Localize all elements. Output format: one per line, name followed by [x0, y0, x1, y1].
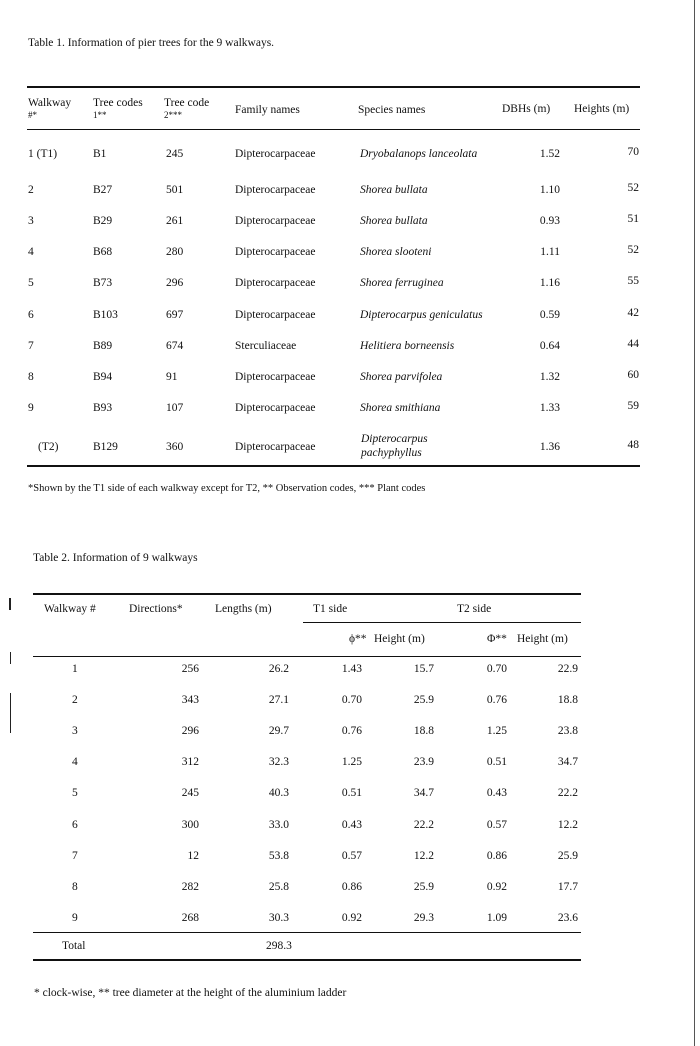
cell-species: Shorea parvifolea: [360, 371, 443, 383]
cell-phi-t1: 0.76: [341, 725, 362, 737]
cell-height: 52: [627, 244, 639, 256]
total-value: 298.3: [266, 940, 292, 952]
cell-length: 53.8: [268, 850, 289, 862]
header-tree-codes-sub: 1**: [93, 110, 107, 120]
cell-tree-code-2: 91: [166, 371, 178, 383]
cell-height-t2: 34.7: [557, 756, 578, 768]
cell-dbh: 0.59: [539, 309, 560, 321]
cell-tree-code-1: B68: [93, 246, 113, 258]
cell-length: 29.7: [268, 725, 289, 737]
cell-height-t2: 18.8: [557, 694, 578, 706]
cell-family: Dipterocarpaceae: [235, 371, 316, 383]
cell-height-t1: 25.9: [413, 694, 434, 706]
cell-dbh: 1.32: [539, 371, 560, 383]
table1-header-rule: [27, 129, 640, 130]
cell-phi-t2: 0.51: [486, 756, 507, 768]
cell-height-t1: 29.3: [413, 912, 434, 924]
margin-mark: [9, 598, 11, 610]
cell-phi-t2: 1.25: [486, 725, 507, 737]
table1-bottom-rule: [27, 465, 640, 467]
header-directions: Directions*: [129, 603, 183, 615]
cell-phi-t1: 0.57: [341, 850, 362, 862]
header-tree-code: Tree code: [164, 97, 210, 109]
cell-walkway: 7: [28, 340, 34, 352]
cell-height-t2: 22.9: [557, 663, 578, 675]
header-phi-t1: ϕ**: [349, 633, 367, 645]
header-t2-side: T2 side: [457, 603, 492, 615]
header-walkway: Walkway #: [44, 603, 96, 615]
header-tree-codes: Tree codes: [93, 97, 143, 109]
total-label: Total: [62, 940, 86, 952]
cell-direction: 296: [181, 725, 199, 737]
cell-family: Dipterocarpaceae: [235, 309, 316, 321]
table2-group-rule: [303, 622, 581, 623]
cell-tree-code-1: B93: [93, 402, 113, 414]
header-family: Family names: [235, 104, 300, 116]
cell-phi-t1: 0.92: [341, 912, 362, 924]
cell-tree-code-2: 360: [166, 441, 184, 453]
cell-tree-code-1: B29: [93, 215, 113, 227]
cell-walkway: 7: [72, 850, 78, 862]
cell-height: 51: [627, 213, 639, 225]
cell-family: Dipterocarpaceae: [235, 441, 316, 453]
cell-family: Dipterocarpaceae: [235, 148, 316, 160]
cell-phi-t1: 0.86: [341, 881, 362, 893]
cell-species: Dryobalanops lanceolata: [360, 148, 478, 160]
cell-walkway: 1 (T1): [28, 148, 58, 160]
cell-tree-code-2: 501: [166, 184, 184, 196]
cell-walkway: 5: [28, 277, 34, 289]
cell-height: 48: [627, 439, 639, 451]
header-walkway: Walkway: [28, 97, 72, 109]
cell-phi-t2: 0.76: [486, 694, 507, 706]
cell-phi-t1: 0.51: [341, 787, 362, 799]
cell-height: 60: [627, 369, 639, 381]
cell-species: Shorea bullata: [360, 215, 428, 227]
cell-phi-t1: 0.43: [341, 819, 362, 831]
cell-family: Dipterocarpaceae: [235, 246, 316, 258]
cell-walkway: 6: [28, 309, 34, 321]
cell-dbh: 0.93: [539, 215, 560, 227]
cell-walkway: 8: [28, 371, 34, 383]
cell-phi-t2: 1.09: [486, 912, 507, 924]
header-lengths: Lengths (m): [215, 603, 272, 615]
cell-tree-code-1: B103: [93, 309, 118, 321]
cell-height-t1: 12.2: [413, 850, 434, 862]
cell-dbh: 1.36: [539, 441, 560, 453]
table2-bottom-rule: [33, 959, 581, 961]
cell-tree-code-2: 280: [166, 246, 184, 258]
cell-height-t1: 18.8: [413, 725, 434, 737]
cell-tree-code-2: 674: [166, 340, 184, 352]
page-edge-line: [694, 0, 695, 1046]
cell-species: Dipterocarpus geniculatus: [360, 309, 483, 321]
table2-footnote: * clock-wise, ** tree diameter at the height of the aluminium ladder: [34, 987, 347, 999]
cell-dbh: 1.16: [539, 277, 560, 289]
cell-walkway: 3: [72, 725, 78, 737]
header-phi-t2: Φ**: [487, 633, 507, 645]
cell-height: 52: [627, 182, 639, 194]
cell-family: Dipterocarpaceae: [235, 277, 316, 289]
cell-phi-t1: 1.43: [341, 663, 362, 675]
cell-direction: 300: [181, 819, 199, 831]
cell-tree-code-2: 296: [166, 277, 184, 289]
cell-phi-t1: 1.25: [341, 756, 362, 768]
cell-walkway: 5: [72, 787, 78, 799]
cell-tree-code-2: 245: [166, 148, 184, 160]
cell-height-t1: 34.7: [413, 787, 434, 799]
table2-top-rule: [33, 593, 581, 595]
cell-height-t2: 25.9: [557, 850, 578, 862]
cell-direction: 12: [187, 850, 199, 862]
header-species: Species names: [358, 104, 426, 116]
cell-tree-code-1: B27: [93, 184, 113, 196]
cell-direction: 282: [181, 881, 199, 893]
cell-tree-code-1: B129: [93, 441, 118, 453]
cell-walkway: 1: [72, 663, 78, 675]
cell-dbh: 1.33: [539, 402, 560, 414]
margin-mark: [10, 652, 11, 664]
cell-walkway: (T2): [38, 441, 59, 453]
header-tree-code-sub: 2***: [164, 110, 182, 120]
table1-top-rule: [27, 86, 640, 88]
cell-length: 32.3: [268, 756, 289, 768]
cell-walkway: 4: [28, 246, 34, 258]
cell-tree-code-1: B73: [93, 277, 113, 289]
cell-height-t1: 25.9: [413, 881, 434, 893]
table2-total-rule: [33, 932, 581, 933]
cell-species: Shorea smithiana: [360, 402, 441, 414]
cell-direction: 256: [181, 663, 199, 675]
cell-height: 42: [627, 307, 639, 319]
cell-species: Shorea ferruginea: [360, 277, 444, 289]
header-dbh: DBHs (m): [502, 103, 551, 115]
cell-length: 30.3: [268, 912, 289, 924]
cell-direction: 312: [181, 756, 199, 768]
cell-tree-code-2: 697: [166, 309, 184, 321]
cell-length: 26.2: [268, 663, 289, 675]
cell-walkway: 4: [72, 756, 78, 768]
cell-tree-code-1: B94: [93, 371, 113, 383]
header-walkway-sub: #*: [28, 110, 37, 120]
cell-walkway: 9: [28, 402, 34, 414]
cell-dbh: 1.11: [540, 246, 560, 258]
header-height: Heights (m): [574, 103, 630, 115]
cell-family: Sterculiaceae: [235, 340, 297, 352]
cell-species: Helitiera borneensis: [360, 340, 455, 352]
cell-phi-t2: 0.92: [486, 881, 507, 893]
header-t1-side: T1 side: [313, 603, 348, 615]
cell-height-t1: 23.9: [413, 756, 434, 768]
cell-phi-t2: 0.57: [486, 819, 507, 831]
cell-dbh: 1.52: [539, 148, 560, 160]
cell-height: 59: [627, 400, 639, 412]
cell-family: Dipterocarpaceae: [235, 215, 316, 227]
cell-walkway: 2: [72, 694, 78, 706]
table2-header-rule: [33, 656, 581, 657]
cell-walkway: 9: [72, 912, 78, 924]
cell-direction: 268: [181, 912, 199, 924]
cell-height: 70: [627, 146, 639, 158]
table2-caption: Table 2. Information of 9 walkways: [33, 552, 198, 564]
cell-species: Dipterocarpus: [361, 433, 428, 445]
cell-tree-code-2: 261: [166, 215, 184, 227]
cell-species: Shorea slooteni: [360, 246, 432, 258]
cell-tree-code-2: 107: [166, 402, 184, 414]
cell-phi-t2: 0.43: [486, 787, 507, 799]
cell-phi-t1: 0.70: [341, 694, 362, 706]
cell-height-t2: 23.8: [557, 725, 578, 737]
cell-dbh: 1.10: [539, 184, 560, 196]
header-height-t1: Height (m): [374, 633, 425, 645]
cell-species: Shorea bullata: [360, 184, 428, 196]
table1-footnote: *Shown by the T1 side of each walkway except for T2, ** Observation codes, *** Plant codes: [28, 483, 426, 494]
cell-tree-code-1: B89: [93, 340, 113, 352]
table1-caption: Table 1. Information of pier trees for the 9 walkways.: [28, 37, 275, 49]
cell-direction: 343: [181, 694, 199, 706]
cell-walkway: 8: [72, 881, 78, 893]
cell-length: 33.0: [268, 819, 289, 831]
cell-length: 25.8: [268, 881, 289, 893]
cell-length: 40.3: [268, 787, 289, 799]
cell-height-t2: 22.2: [557, 787, 578, 799]
margin-mark: [10, 693, 11, 733]
cell-height-t2: 23.6: [557, 912, 578, 924]
cell-height: 55: [627, 275, 639, 287]
cell-walkway: 2: [28, 184, 34, 196]
cell-tree-code-1: B1: [93, 148, 107, 160]
cell-height-t1: 15.7: [413, 663, 434, 675]
cell-height-t2: 17.7: [557, 881, 578, 893]
cell-walkway: 3: [28, 215, 34, 227]
cell-height: 44: [627, 338, 639, 350]
cell-length: 27.1: [268, 694, 289, 706]
cell-phi-t2: 0.70: [486, 663, 507, 675]
cell-dbh: 0.64: [539, 340, 560, 352]
cell-phi-t2: 0.86: [486, 850, 507, 862]
cell-family: Dipterocarpaceae: [235, 402, 316, 414]
cell-species-line2: pachyphyllus: [361, 447, 422, 459]
cell-height-t2: 12.2: [557, 819, 578, 831]
cell-height-t1: 22.2: [413, 819, 434, 831]
cell-walkway: 6: [72, 819, 78, 831]
cell-direction: 245: [181, 787, 199, 799]
header-height-t2: Height (m): [517, 633, 568, 645]
cell-family: Dipterocarpaceae: [235, 184, 316, 196]
